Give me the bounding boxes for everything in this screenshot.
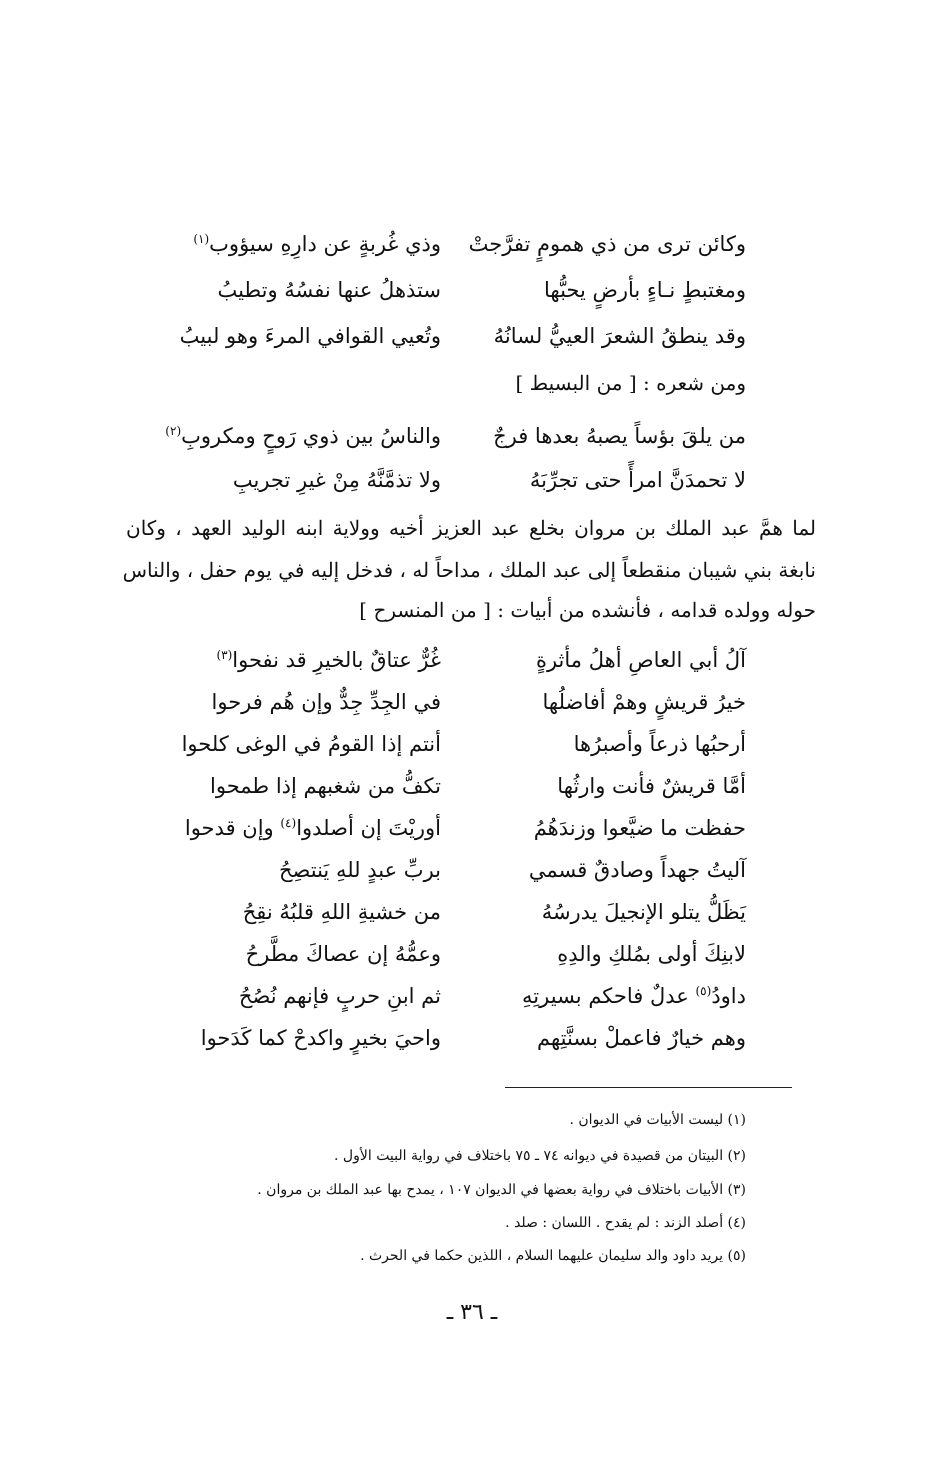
first-hemistich: وكائن ترى من ذي همومٍ تفرَّجتْ bbox=[468, 232, 746, 256]
verse-line bbox=[181, 726, 746, 762]
first-hemistich: ومغتبطٍ نـاءٍ بأرضٍ يحبُّها bbox=[543, 278, 746, 302]
prose-line: لما همَّ عبد الملك بن مروان بخلع عبد العزيز أخيه وولاية ابنه الوليد العهد ، وكان bbox=[126, 516, 816, 540]
first-hemistich: من يلقَ بؤساً يصبهُ بعدها فرجٌ bbox=[493, 424, 746, 448]
first-hemistich: أمَّا قريشٌ فأنت وارثُها bbox=[557, 774, 746, 798]
second-hemistich: في الجِدِّ جِدٌّ وإن هُم فرحوا bbox=[211, 690, 441, 714]
verse-line bbox=[179, 318, 746, 354]
second-hemistich: تكفُّ من شغبهم إذا طمحوا bbox=[210, 774, 441, 798]
hemistich-text: غُرٌّ عتاقٌ بالخيرِ قد نفحوا bbox=[232, 648, 441, 672]
verse-line bbox=[186, 936, 746, 972]
prose-line: نابغة بني شيبان منقطعاً إلى عبد الملك ، مداحاً له ، فدخل إليه في يوم حفل ، والناس bbox=[122, 558, 816, 582]
verse-line bbox=[186, 642, 746, 678]
first-hemistich: حفظت ما ضيَّعوا وزندَهُمُ bbox=[533, 816, 746, 840]
first-hemistich: خيرُ قريشٍ وهمْ أفاضلُها bbox=[542, 690, 746, 714]
hemistich-text-end: عدلٌ فاحكم بسيرتِهِ bbox=[522, 984, 696, 1008]
verse-line bbox=[186, 272, 746, 308]
hemistich-text: أوريْتَ إن أصلدوا bbox=[296, 816, 441, 840]
first-hemistich: آليتُ جهداً وصادقٌ قسمي bbox=[528, 858, 746, 882]
verse-line bbox=[186, 768, 746, 804]
first-hemistich: وهم خيارٌ فاعملْ بسنَّتِهم bbox=[537, 1026, 746, 1050]
footnote-mark: (٥) bbox=[695, 984, 712, 998]
second-hemistich bbox=[181, 226, 441, 262]
first-hemistich: يَظَلُّ يتلو الإنجيلَ يدرسُهُ bbox=[541, 900, 746, 924]
first-hemistich: لا تحمدَنَّ امرأً حتى تجرِّبَهُ bbox=[529, 468, 746, 492]
second-hemistich: أنتم إذا القومُ في الوغى كلحوا bbox=[181, 732, 441, 756]
verse-line bbox=[165, 418, 746, 454]
meter-intro: ومن شعره : [ من البسيط ] bbox=[515, 371, 746, 395]
page-number: ـ ٣٦ ـ bbox=[446, 1300, 498, 1325]
verse-line bbox=[186, 226, 746, 262]
verse-line bbox=[186, 894, 746, 930]
verse-line bbox=[186, 810, 746, 846]
footnote: (٥) يريد داود والد سليمان عليهما السلام ، اللذين حكما في الحرث . bbox=[360, 1248, 746, 1264]
verse-line bbox=[186, 684, 746, 720]
verse-line bbox=[186, 1020, 746, 1056]
footnote: (٢) البيتان من قصيدة في ديوانه ٧٤ ـ ٧٥ باختلاف في رواية البيت الأول . bbox=[334, 1148, 746, 1164]
verse-line bbox=[186, 978, 746, 1014]
first-hemistich: لابنِكَ أولى بمُلكِ والدِهِ bbox=[557, 942, 746, 966]
footnote-mark: (١) bbox=[193, 232, 210, 246]
second-hemistich: بربِّ عبدٍ للهِ يَنتصِحُ bbox=[278, 858, 441, 882]
hemistich-text: والناسُ بين ذوي رَوحٍ ومكروبِ bbox=[181, 424, 441, 448]
second-hemistich: واحيَ بخيرٍ واكدحْ كما كَدَحوا bbox=[200, 1026, 441, 1050]
hemistich-text-end: وإن قدحوا bbox=[184, 816, 281, 840]
second-hemistich: وعمُّهُ إن عصاكَ مطَّرحُ bbox=[245, 942, 441, 966]
first-hemistich bbox=[476, 978, 746, 1014]
second-hemistich bbox=[181, 810, 441, 846]
second-hemistich bbox=[165, 418, 441, 454]
first-hemistich: آلُ أبي العاصِ أهلُ مأثرةٍ bbox=[535, 648, 746, 672]
second-hemistich: وتُعيي القوافي المرءَ وهو لبيبُ bbox=[179, 324, 441, 348]
verse-line bbox=[186, 462, 746, 498]
footnote-mark: (٢) bbox=[165, 424, 182, 438]
footnote: (١) ليست الأبيات في الديوان . bbox=[569, 1112, 746, 1128]
footnote: (٤) أصلد الزند : لم يقدح . اللسان : صلد . bbox=[505, 1215, 746, 1231]
footnote-separator bbox=[505, 1087, 792, 1088]
prose-line: حوله وولده قدامه ، فأنشده من أبيات : [ من المنسرح ] bbox=[359, 598, 816, 622]
footnote: (٣) الأبيات باختلاف في رواية بعضها في الديوان ١٠٧ ، يمدح بها عبد الملك بن مروان . bbox=[257, 1182, 746, 1198]
second-hemistich: من خشيةِ اللهِ قلبُهُ نقِحُ bbox=[242, 900, 441, 924]
second-hemistich bbox=[181, 642, 441, 678]
footnote-mark: (٣) bbox=[216, 648, 233, 662]
hemistich-text: داودُ bbox=[711, 984, 746, 1008]
verse-line bbox=[186, 852, 746, 888]
second-hemistich: ستذهلُ عنها نفسُهُ وتطيبُ bbox=[217, 278, 441, 302]
first-hemistich: أرحبُها ذرعاً وأصبرُها bbox=[573, 732, 746, 756]
first-hemistich: وقد ينطقُ الشعرَ العييُّ لسانُهُ bbox=[493, 324, 746, 348]
footnote-mark: (٤) bbox=[280, 816, 297, 830]
second-hemistich: ولا تذمَّنَّهُ مِنْ غيرِ تجريبِ bbox=[232, 468, 441, 492]
hemistich-text: وذي غُربةٍ عن دارِهِ سيؤوب bbox=[209, 232, 441, 256]
second-hemistich: ثم ابنِ حربٍ فإنهم نُصُحُ bbox=[238, 984, 441, 1008]
